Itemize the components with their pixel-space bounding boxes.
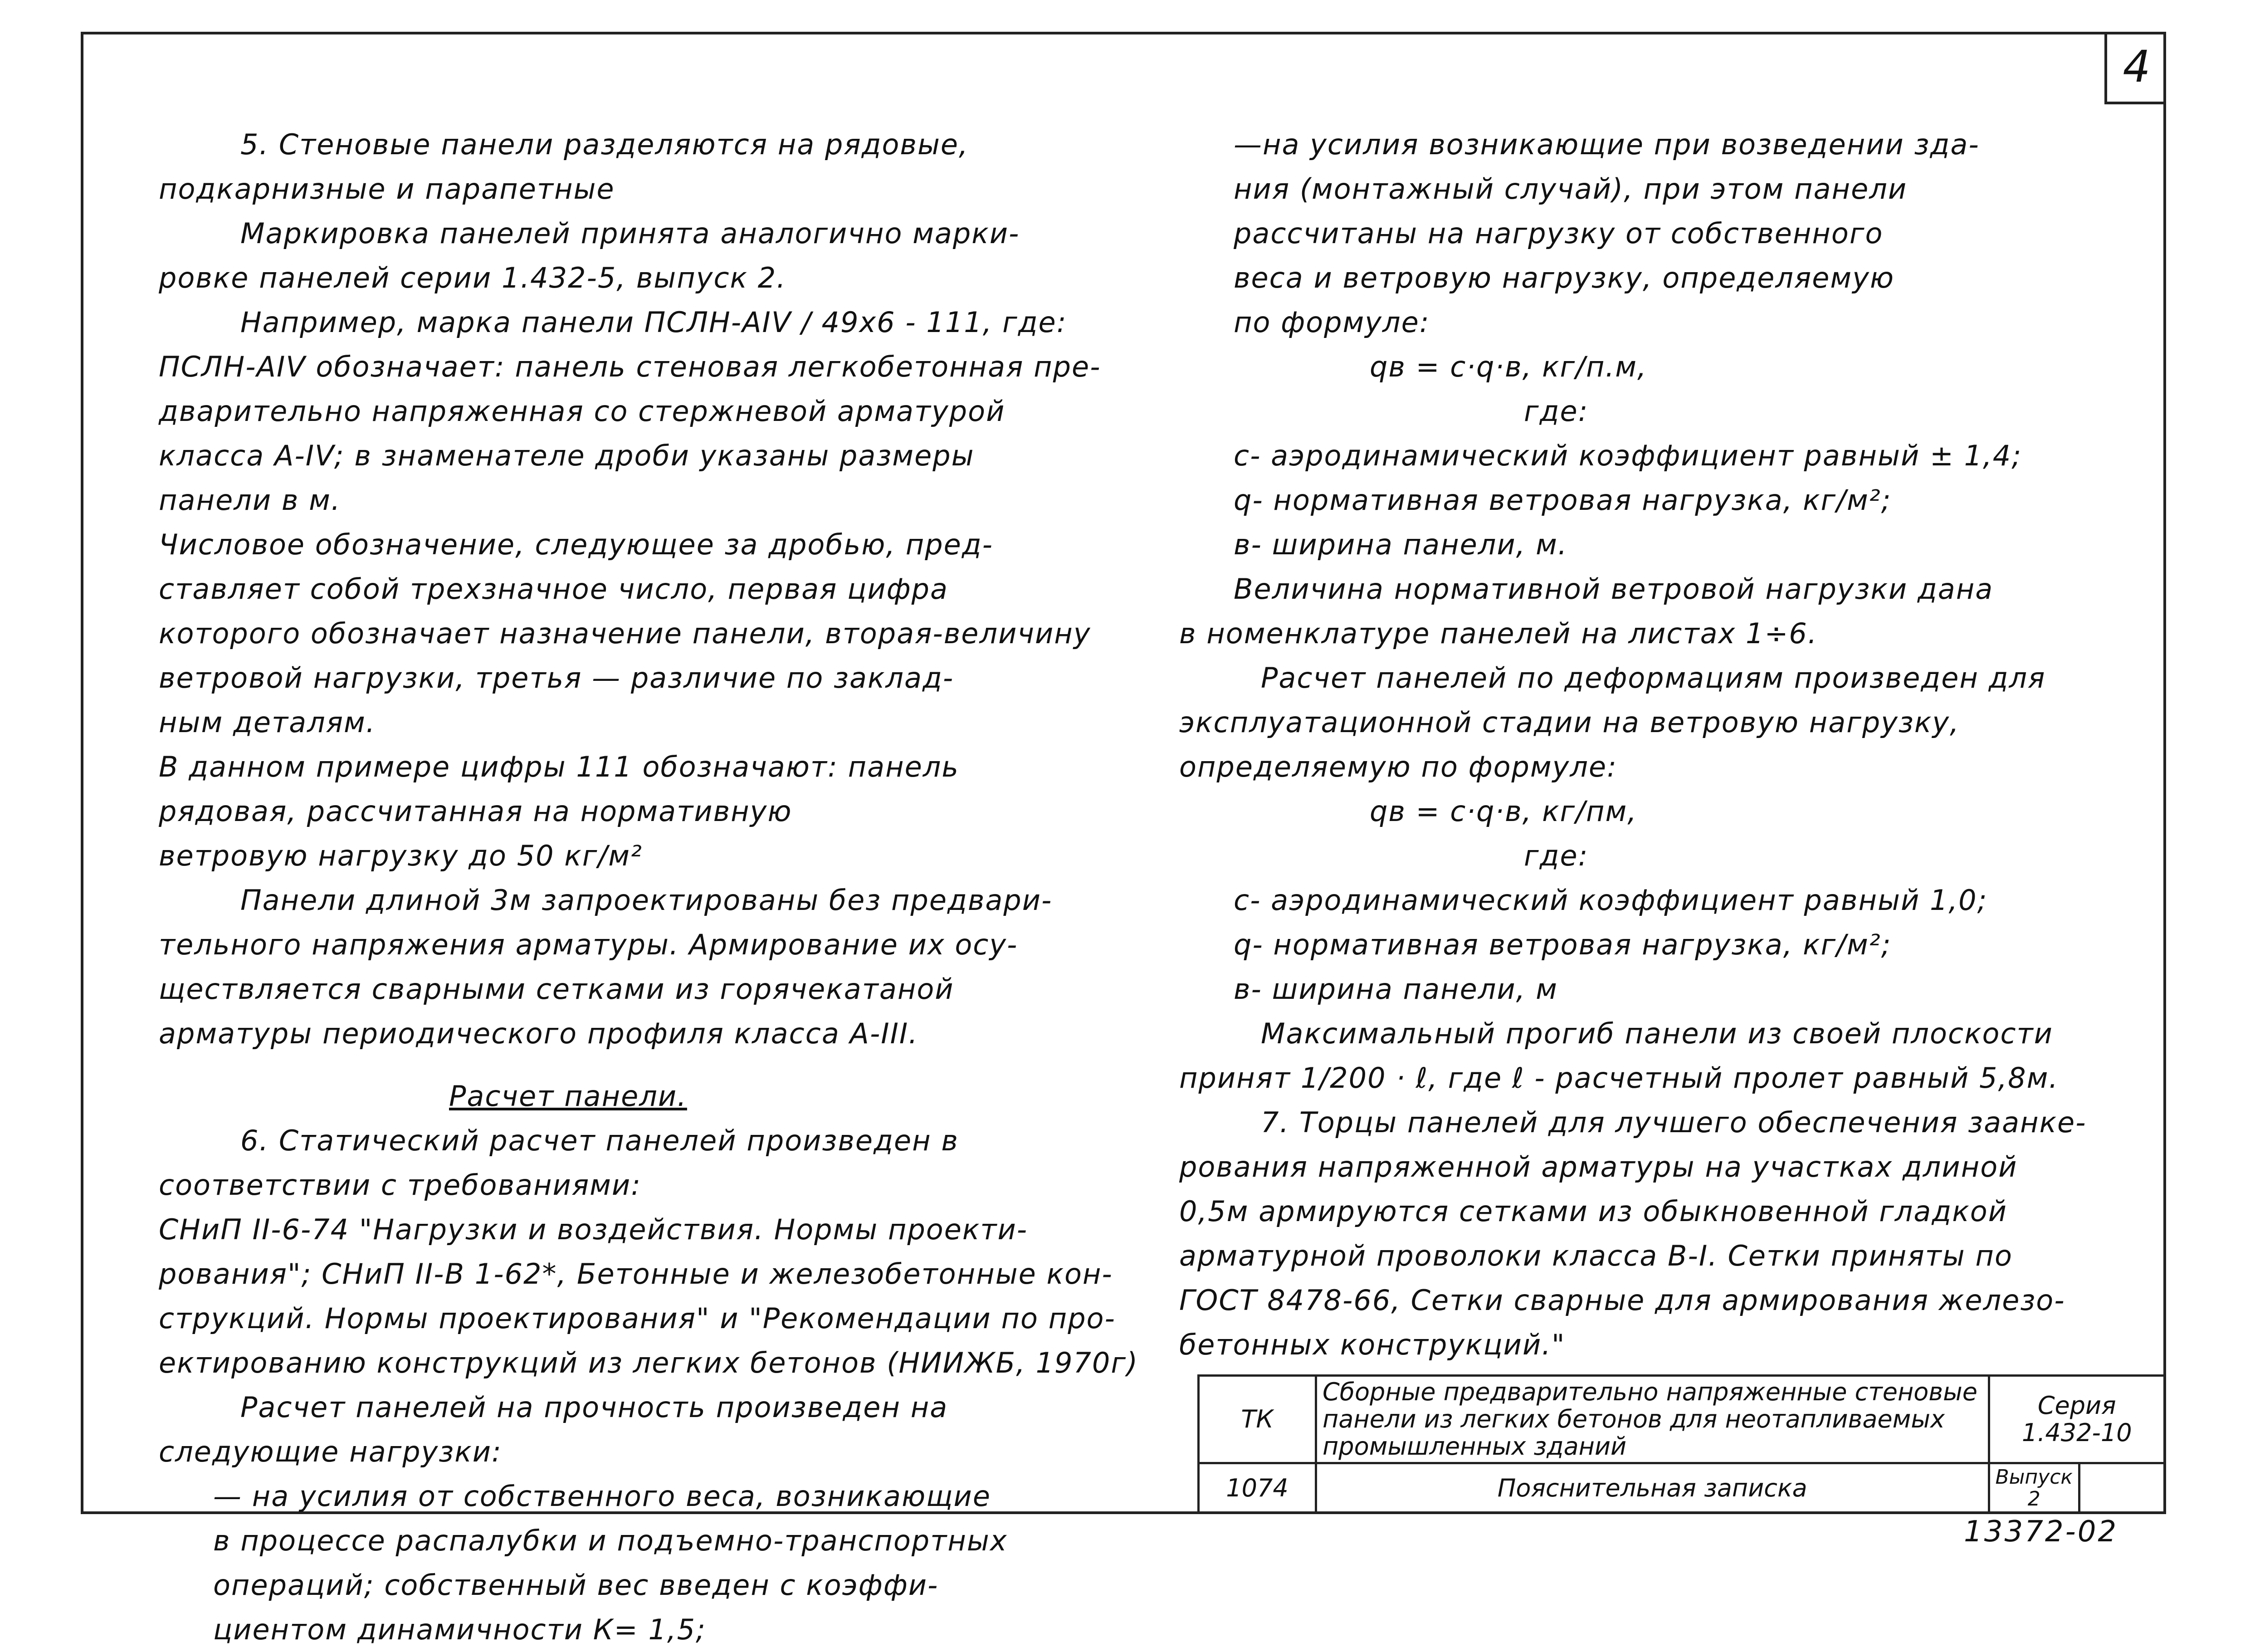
text-line: Маркировка панелей принята аналогично марки- bbox=[240, 217, 1020, 250]
text-line: В данном примере цифры 111 обозначают: панель bbox=[159, 750, 959, 783]
text-line: в- ширина панели, м bbox=[1234, 973, 1558, 1006]
seriya-label: Серия bbox=[2037, 1391, 2116, 1420]
text-line: подкарнизные и парапетные bbox=[159, 172, 615, 205]
text-line: —на усилия возникающие при возведении зда- bbox=[1234, 128, 1980, 161]
text-line: ным деталям. bbox=[159, 706, 376, 739]
text-line: СНиП II-6-74 "Нагрузки и воздействия. Нормы проекти- bbox=[159, 1213, 1028, 1246]
archive-code: 13372-02 bbox=[1964, 1515, 2118, 1549]
text-line: рядовая, рассчитанная на нормативную bbox=[159, 795, 792, 828]
text-line: ГОСТ 8478-66, Сетки сварные для армирования железо- bbox=[1179, 1284, 2065, 1317]
text-line: ния (монтажный случай), при этом панели bbox=[1234, 172, 1908, 205]
text-line: Расчет панелей на прочность произведен на bbox=[240, 1391, 948, 1424]
seriya-value: 1.432-10 bbox=[2021, 1418, 2132, 1447]
text-line: ветровую нагрузку до 50 кг/м² bbox=[159, 839, 643, 872]
text-line: операций; собственный вес введен с коэффи- bbox=[213, 1569, 939, 1602]
right-text-column bbox=[1179, 122, 2113, 1367]
text-line: где: bbox=[1524, 839, 1589, 872]
text-line: следующие нагрузки: bbox=[159, 1435, 502, 1468]
text-line: Максимальный прогиб панели из своей плоскости bbox=[1261, 1017, 2053, 1050]
text-line: Расчет панелей по деформациям произведен для bbox=[1261, 661, 2046, 694]
text-line: где: bbox=[1524, 395, 1589, 428]
text-line: тельного напряжения арматуры. Армирование их осу- bbox=[159, 928, 1018, 961]
text-line: в процессе распалубки и подъемно-транспортных bbox=[213, 1524, 1008, 1557]
text-line: циентом динамичности К= 1,5; bbox=[213, 1613, 706, 1646]
text-line: эксплуатационной стадии на ветровую нагрузку, bbox=[1179, 706, 1960, 739]
text-line: струкций. Нормы проектирования" и "Рекомендации по про- bbox=[159, 1302, 1116, 1335]
text-line: 7. Торцы панелей для лучшего обеспечения заанке- bbox=[1261, 1106, 2087, 1139]
text-line: в номенклатуре панелей на листах 1÷6. bbox=[1179, 617, 1818, 650]
text-line: дварительно напряженная со стержневой арматурой bbox=[159, 395, 1005, 428]
text-line: по формуле: bbox=[1234, 306, 1430, 339]
text-line: класса А-IV; в знаменателе дроби указаны размеры bbox=[159, 439, 975, 472]
text-line: панели в м. bbox=[159, 484, 341, 517]
vypusk-value: 2 bbox=[2027, 1487, 2040, 1510]
org-code: ТК bbox=[1199, 1376, 1316, 1463]
text-line: ПСЛН-АIV обозначает: панель стеновая легкобетонная пре- bbox=[159, 350, 1101, 383]
text-line: 6. Статический расчет панелей произведен в bbox=[240, 1124, 959, 1157]
text-line: 5. Стеновые панели разделяются на рядовые, bbox=[240, 128, 969, 161]
text-line: веса и ветровую нагрузку, определяемую bbox=[1234, 261, 1895, 294]
text-line: арматурной проволоки класса В-I. Сетки приняты по bbox=[1179, 1239, 2013, 1272]
text-line: ветровой нагрузки, третья — различие по заклад- bbox=[159, 661, 954, 694]
text-line: рассчитаны на нагрузку от собственного bbox=[1234, 217, 1884, 250]
text-line: q- нормативная ветровая нагрузка, кг/м²; bbox=[1234, 484, 1892, 517]
text-line: 0,5м армируются сетками из обыкновенной гладкой bbox=[1179, 1195, 2007, 1228]
text-line: с- аэродинамический коэффициент равный ± 1,4; bbox=[1234, 439, 2022, 472]
text-line: Расчет панели. bbox=[449, 1080, 687, 1113]
empty-cell bbox=[2079, 1463, 2165, 1513]
text-line: Панели длиной 3м запроектированы без предвари- bbox=[240, 884, 1053, 917]
vypusk-cell bbox=[1989, 1463, 2079, 1513]
text-line: принят 1/200 · ℓ, где ℓ - расчетный пролет равный 5,8м. bbox=[1179, 1061, 2059, 1095]
text-line: qв = c·q·в, кг/п.м, bbox=[1370, 350, 1647, 383]
left-text-column bbox=[159, 122, 1166, 1652]
text-line: определяемую по формуле: bbox=[1179, 750, 1618, 783]
text-line: — на усилия от собственного веса, возникающие bbox=[213, 1480, 991, 1513]
text-line: с- аэродинамический коэффициент равный 1,0; bbox=[1234, 884, 1988, 917]
text-line: рования"; СНиП II-В 1-62*, Бетонные и железобетонные кон- bbox=[159, 1257, 1113, 1290]
page-number: 4 bbox=[2104, 32, 2166, 104]
document-name: Пояснительная записка bbox=[1316, 1463, 1989, 1513]
title-block bbox=[1197, 1374, 2166, 1514]
text-line: арматуры периодического профиля класса А-III. bbox=[159, 1017, 918, 1050]
text-line: которого обозначает назначение панели, вторая-величину bbox=[159, 617, 1091, 650]
text-line: Числовое обозначение, следующее за дробью, пред- bbox=[159, 528, 994, 561]
text-line: Величина нормативной ветровой нагрузки дана bbox=[1234, 572, 1994, 606]
year-code: 1074 bbox=[1199, 1463, 1316, 1513]
text-line: q- нормативная ветровая нагрузка, кг/м²; bbox=[1234, 928, 1892, 961]
project-title: Сборные предварительно напряженные стеновые панели из легких бетонов для неотапливаемых промышленных зданий bbox=[1316, 1376, 1989, 1463]
vypusk-label: Выпуск bbox=[1995, 1465, 2073, 1489]
seriya-cell bbox=[1989, 1376, 2165, 1463]
text-line: ществляется сварными сетками из горячекатаной bbox=[159, 973, 954, 1006]
text-line: Например, марка панели ПСЛН-АIV / 49х6 - 111, где: bbox=[240, 306, 1067, 339]
text-line: соответствии с требованиями: bbox=[159, 1168, 642, 1202]
text-line: в- ширина панели, м. bbox=[1234, 528, 1568, 561]
text-line: бетонных конструкций." bbox=[1179, 1328, 1566, 1361]
text-line: ектированию конструкций из легких бетонов (НИИЖБ, 1970г) bbox=[159, 1346, 1139, 1379]
text-line: ровке панелей серии 1.432-5, выпуск 2. bbox=[159, 261, 786, 294]
text-line: рования напряженной арматуры на участках длиной bbox=[1179, 1150, 2018, 1183]
text-line: ставляет собой трехзначное число, первая цифра bbox=[159, 572, 948, 606]
text-line: qв = c·q·в, кг/пм, bbox=[1370, 795, 1638, 828]
